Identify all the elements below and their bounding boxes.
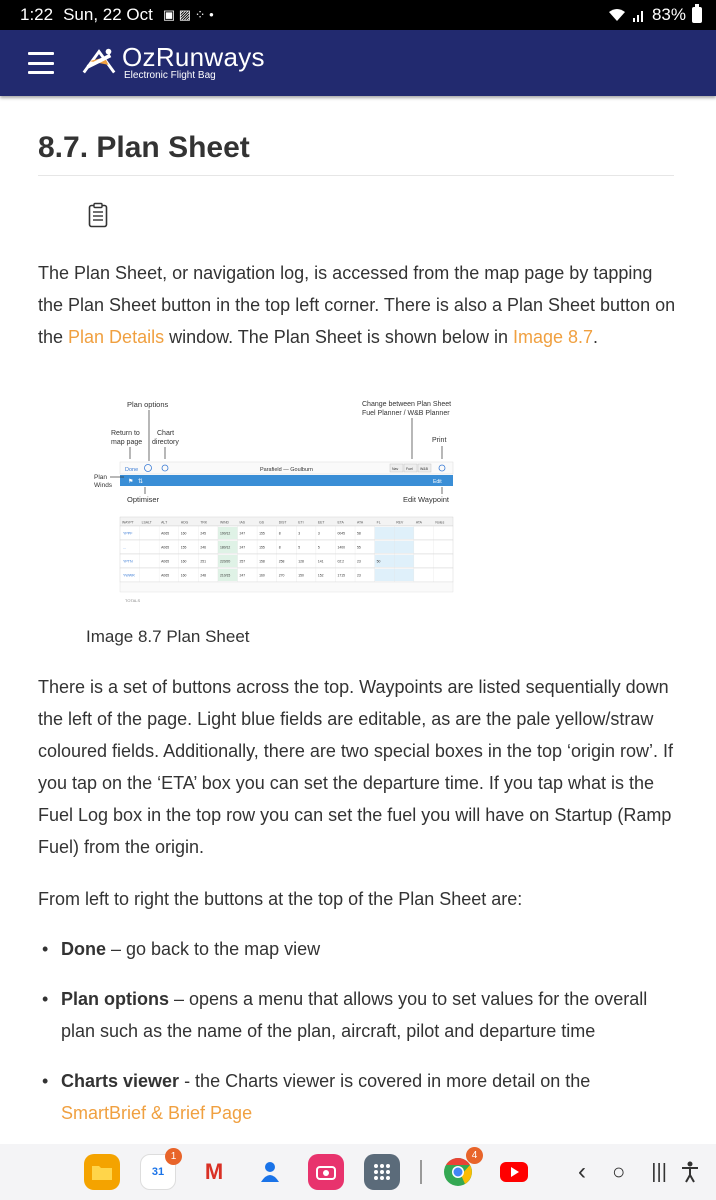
plan-sheet-table [120, 517, 453, 592]
battery-percent: 83% [651, 5, 686, 24]
camera-app-icon[interactable] [308, 1154, 344, 1190]
table-cell: 0045 [337, 531, 346, 536]
youtube-app-icon[interactable] [496, 1154, 532, 1190]
table-cell: 160 [180, 573, 187, 578]
table-cell: 247 [239, 531, 246, 536]
table-cell: 3 [298, 531, 301, 536]
page-title: 8.7. Plan Sheet [38, 131, 250, 164]
table-header-cell: TRK [200, 520, 208, 525]
table-header-cell: LSALT [141, 520, 152, 525]
label-optimiser: Optimiser [127, 495, 160, 504]
figure-footer: TOTALS [125, 598, 141, 603]
files-app-icon[interactable] [84, 1154, 120, 1190]
accessibility-icon[interactable] [681, 1161, 699, 1183]
clock: 1:22 [20, 5, 54, 24]
signal-icon [632, 8, 646, 22]
label-return-1: Return to [111, 430, 140, 437]
figure-done: Done [125, 467, 139, 473]
table-cell: 160 [180, 531, 187, 536]
table-header-cell: EET [317, 520, 325, 525]
table-cell: 150 [298, 573, 304, 578]
table-cell: 246 [200, 545, 207, 550]
table-header-cell: IAS [239, 520, 245, 525]
table-cell: 155 [259, 545, 265, 550]
intro-text-2: window. The Plan Sheet is shown below in [164, 327, 513, 347]
table-cell: 210/15 [219, 573, 231, 578]
table-cell: 220/20 [219, 559, 231, 564]
status-right [608, 5, 702, 25]
wifi-icon [608, 8, 626, 22]
table-cell: 247 [239, 545, 246, 550]
table-cell: 5 [298, 545, 301, 550]
logo[interactable] [80, 44, 265, 82]
plan-sheet-diagram [90, 389, 470, 607]
table-header-cell: ATA [415, 520, 422, 525]
table-cell: 8 [278, 531, 281, 536]
list-item-charts-viewer [38, 1065, 678, 1129]
label-return-2: map page [111, 439, 143, 446]
plan-details-link[interactable]: Plan Details [68, 327, 165, 347]
table-header-cell: ATA [357, 520, 364, 525]
label-change-between-2: Fuel Planner / W&B Planner [362, 410, 450, 417]
table-header-cell: WAYPT [122, 520, 134, 525]
label-plan-winds-1: Plan [94, 474, 108, 481]
app-header [0, 30, 716, 96]
table-cell: 270 [278, 573, 285, 578]
gmail-app-icon[interactable]: M [204, 1159, 224, 1184]
table-cell: 1400 [337, 545, 346, 550]
table-cell: 23 [357, 573, 361, 578]
table-cell: 1715 [337, 573, 346, 578]
table-cell: A065 [161, 573, 170, 578]
table-cell: 158 [259, 559, 265, 564]
list-item-done [38, 933, 678, 965]
description-paragraph: There is a set of buttons across the top. Waypoints are listed sequentially down the left of the page. Light blue fields are editable, as are the pale yellow/straw coloured fields. Additionally, there are two special boxes in the top ‘origin row’. If you tap on the ‘ETA’ box you can set the departure time. If you tap what is the Fuel Log box in the top row you can set the fuel you will have on Startup (Ramp Fuel) from the origin. [38, 677, 674, 857]
title-divider [38, 175, 674, 176]
label-change-between-1: Change between Plan Sheet [362, 401, 452, 408]
calendar-badge: 1 [165, 1148, 182, 1165]
app-subtitle: Electronic Flight Bag [124, 70, 216, 81]
table-row-waypoint: YWWR [123, 573, 135, 578]
table-row-waypoint: YPPF [123, 531, 133, 536]
figure-tab-nav: Nav [392, 467, 399, 471]
contacts-app-icon[interactable] [252, 1154, 288, 1190]
intro-text-1: The Plan Sheet, or navigation log, is accessed from the map page by tapping the Plan Sheet button in the top left corner. There is also a Plan Sheet button on the [38, 263, 676, 347]
list-term: Plan options [61, 989, 169, 1009]
chrome-badge: 4 [466, 1147, 483, 1164]
table-cell: 245 [200, 531, 207, 536]
table-cell: 55 [357, 545, 361, 550]
label-chart-1: Chart [157, 430, 175, 437]
table-cell: 141 [317, 559, 324, 564]
label-edit-waypoint: Edit Waypoint [403, 495, 449, 504]
list-text: - the Charts viewer is covered in more detail on the [179, 1071, 591, 1091]
table-header-cell: DIST [278, 520, 287, 525]
table-cell: 3 [317, 531, 320, 536]
menu-icon[interactable] [28, 52, 54, 74]
table-cell: 23 [357, 559, 361, 564]
table-cell: 248 [200, 573, 207, 578]
table-cell: 50 [376, 559, 381, 564]
notification-icons: ▣ ▨ ⁘ • [162, 7, 214, 22]
label-print: Print [432, 437, 447, 444]
figure-caption: Image 8.7 Plan Sheet [86, 627, 250, 646]
table-cell: 128 [298, 559, 304, 564]
table-cell: A065 [161, 559, 170, 564]
table-cell: 5 [317, 545, 320, 550]
list-text: – opens a menu that allows you to set values for the overall plan such as the name of the plan, aircraft, pilot and departure time [61, 989, 648, 1041]
app-drawer-icon[interactable] [364, 1154, 400, 1190]
list-text: – go back to the map view [106, 939, 321, 959]
battery-icon [692, 7, 702, 23]
taskbar [0, 1144, 716, 1200]
buttons-intro-paragraph: From left to right the buttons at the top of the Plan Sheet are: [38, 889, 523, 909]
buttons-list [38, 933, 678, 1129]
figure-tab-wb: W&B [420, 467, 428, 471]
list-term: Done [61, 939, 106, 959]
label-plan-options: Plan options [127, 400, 169, 409]
table-header-cell: ALT [161, 520, 168, 525]
table-cell: 247 [239, 573, 246, 578]
smartbrief-link[interactable]: SmartBrief & Brief Page [61, 1103, 253, 1123]
table-cell: 258 [278, 559, 285, 564]
table-row-waypoint: YPTN [123, 559, 133, 564]
figure-toolbar-title: Parafield — Goulburn [260, 467, 313, 473]
svg-text:⇅: ⇅ [138, 479, 144, 485]
label-chart-2: directory [152, 439, 179, 446]
status-left [20, 5, 214, 25]
table-header-cell: ETI [298, 520, 304, 525]
table-header-cell: Notes [435, 520, 445, 525]
table-cell: 58 [357, 531, 361, 536]
calendar-app-icon[interactable] [140, 1151, 177, 1190]
table-cell: 155 [180, 545, 187, 550]
table-header-cell: GS [259, 520, 265, 525]
table-row-waypoint: ... [123, 545, 126, 550]
recents-button-icon[interactable]: ||| [651, 1160, 667, 1183]
table-header-cell: WIND [219, 520, 229, 525]
clipboard-icon [88, 202, 108, 228]
plan-sheet-figure[interactable] [90, 389, 470, 607]
table-header-cell: HDG [180, 520, 189, 525]
intro-text-3: . [593, 327, 599, 347]
back-button-icon[interactable]: ‹ [578, 1158, 586, 1185]
calendar-day: 31 [151, 1166, 165, 1178]
taskbar-divider [420, 1160, 422, 1184]
label-plan-winds-2: Winds [94, 482, 113, 489]
figure-tab-fuel: Fuel [406, 467, 413, 471]
chrome-app-icon[interactable] [440, 1150, 478, 1190]
table-header-cell: ETA [337, 520, 344, 525]
image-8-7-link[interactable]: Image 8.7 [512, 327, 594, 347]
list-item-plan-options [38, 983, 678, 1047]
table-cell: 257 [239, 559, 246, 564]
status-bar [0, 0, 716, 30]
table-cell: 190/12 [219, 531, 231, 536]
figure-edit: Edit [433, 479, 442, 485]
table-cell: 251 [200, 559, 207, 564]
table-cell: A065 [161, 545, 170, 550]
table-cell: 152 [317, 573, 324, 578]
table-cell: 160 [259, 573, 265, 578]
table-cell: 160 [180, 559, 187, 564]
table-header-cell: REV [396, 520, 404, 525]
intro-paragraph [38, 257, 678, 353]
article [38, 96, 678, 1147]
list-term: Charts viewer [61, 1071, 180, 1091]
table-cell: 02:2 [337, 559, 345, 564]
home-button-icon[interactable]: ○ [612, 1159, 626, 1184]
table-cell: 8 [278, 545, 281, 550]
svg-text:⚑: ⚑ [128, 479, 134, 485]
table-cell: A065 [161, 531, 170, 536]
date: Sun, 22 Oct [63, 5, 153, 24]
ozrunways-logo-icon [80, 44, 118, 82]
table-cell: 180/12 [219, 545, 231, 550]
table-header-cell: FL [376, 520, 381, 525]
app-name: OzRunways [122, 42, 265, 72]
table-cell: 155 [259, 531, 265, 536]
